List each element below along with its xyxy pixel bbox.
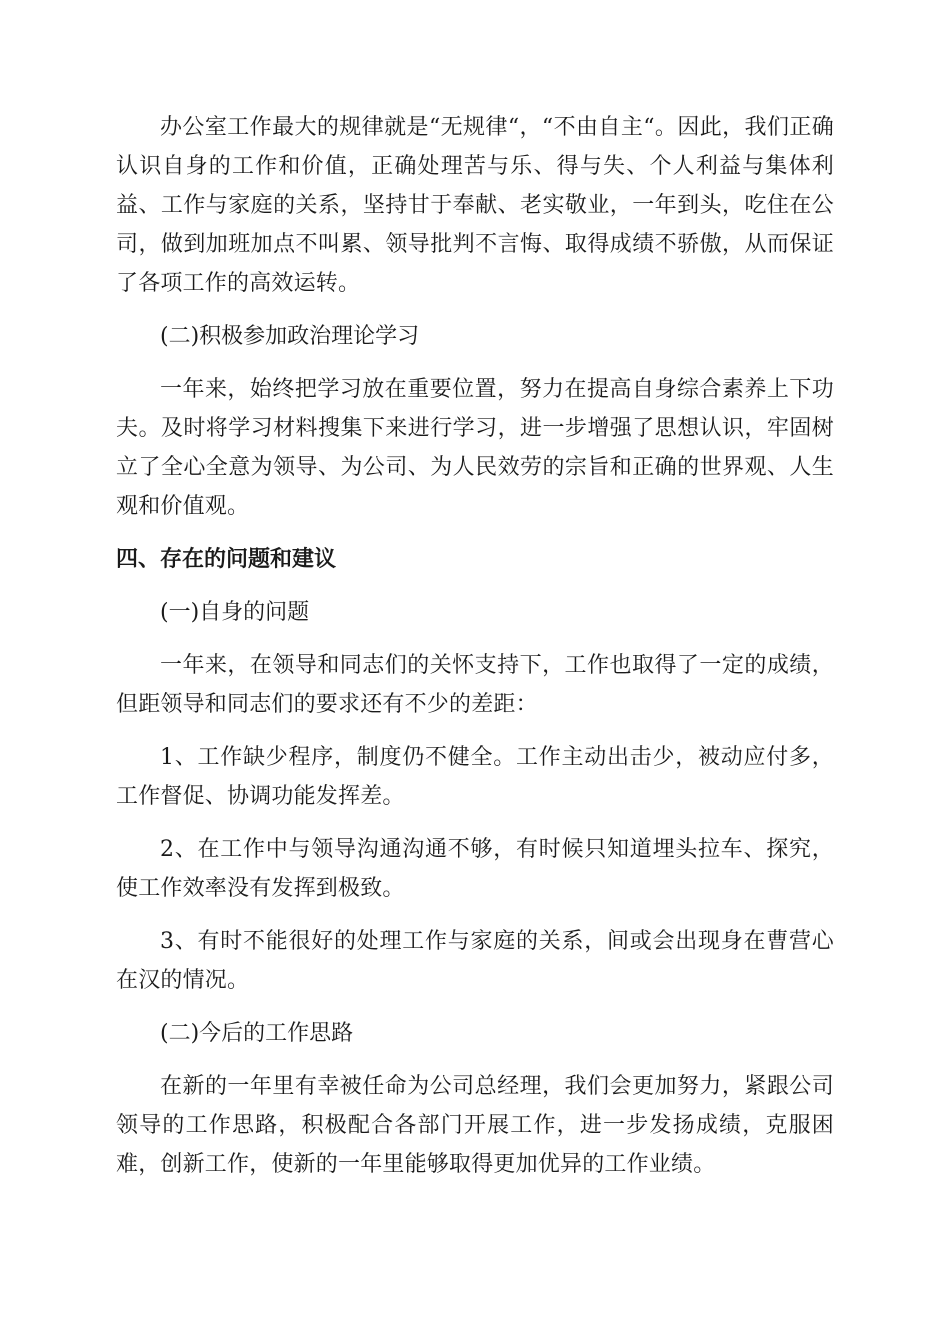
document-page xyxy=(116,108,834,1184)
paragraph-achievements: 一年来，在领导和同志们的关怀支持下，工作也取得了一定的成绩，但距领导和同志们的要求还有不少的差距： xyxy=(116,653,834,717)
list-item-1: 1、工作缺少程序，制度仍不健全。工作主动出击少，被动应付多，工作督促、协调功能发挥差。 xyxy=(116,745,834,809)
subheading-political-study: (二)积极参加政治理论学习 xyxy=(160,324,420,349)
list-item-3: 3、有时不能很好的处理工作与家庭的关系，间或会出现身在曹营心在汉的情况。 xyxy=(116,929,834,993)
section-heading-problems: 四、存在的问题和建议 xyxy=(116,547,337,572)
list-item-2: 2、在工作中与领导沟通沟通不够，有时候只知道埋头拉车、探究，使工作效率没有发挥到极致。 xyxy=(116,837,834,901)
paragraph-future: 在新的一年里有幸被任命为公司总经理，我们会更加努力，紧跟公司领导的工作思路，积极配合各部门开展工作，进一步发扬成绩，克服困难，创新工作，使新的一年里能够取得更加优异的工作业绩。 xyxy=(116,1074,834,1177)
paragraph-office-work: 办公室工作最大的规律就是“无规律“，“不由自主“。因此，我们正确认识自身的工作和价值，正确处理苦与乐、得与失、个人利益与集体利益、工作与家庭的关系，坚持甘于奉献、老实敬业，一年到头，吃住在公司，做到加班加点不叫累、领导批判不言悔、取得成绩不骄傲，从而保证了各项工作的高效运转。 xyxy=(116,115,834,296)
subheading-own-problems: (一)自身的问题 xyxy=(160,600,310,625)
subheading-future-plans: (二)今后的工作思路 xyxy=(160,1021,354,1046)
paragraph-study: 一年来，始终把学习放在重要位置，努力在提高自身综合素养上下功夫。及时将学习材料搜集下来进行学习，进一步增强了思想认识，牢固树立了全心全意为领导、为公司、为人民效劳的宗旨和正确的世界观、人生观和价值观。 xyxy=(116,377,834,519)
